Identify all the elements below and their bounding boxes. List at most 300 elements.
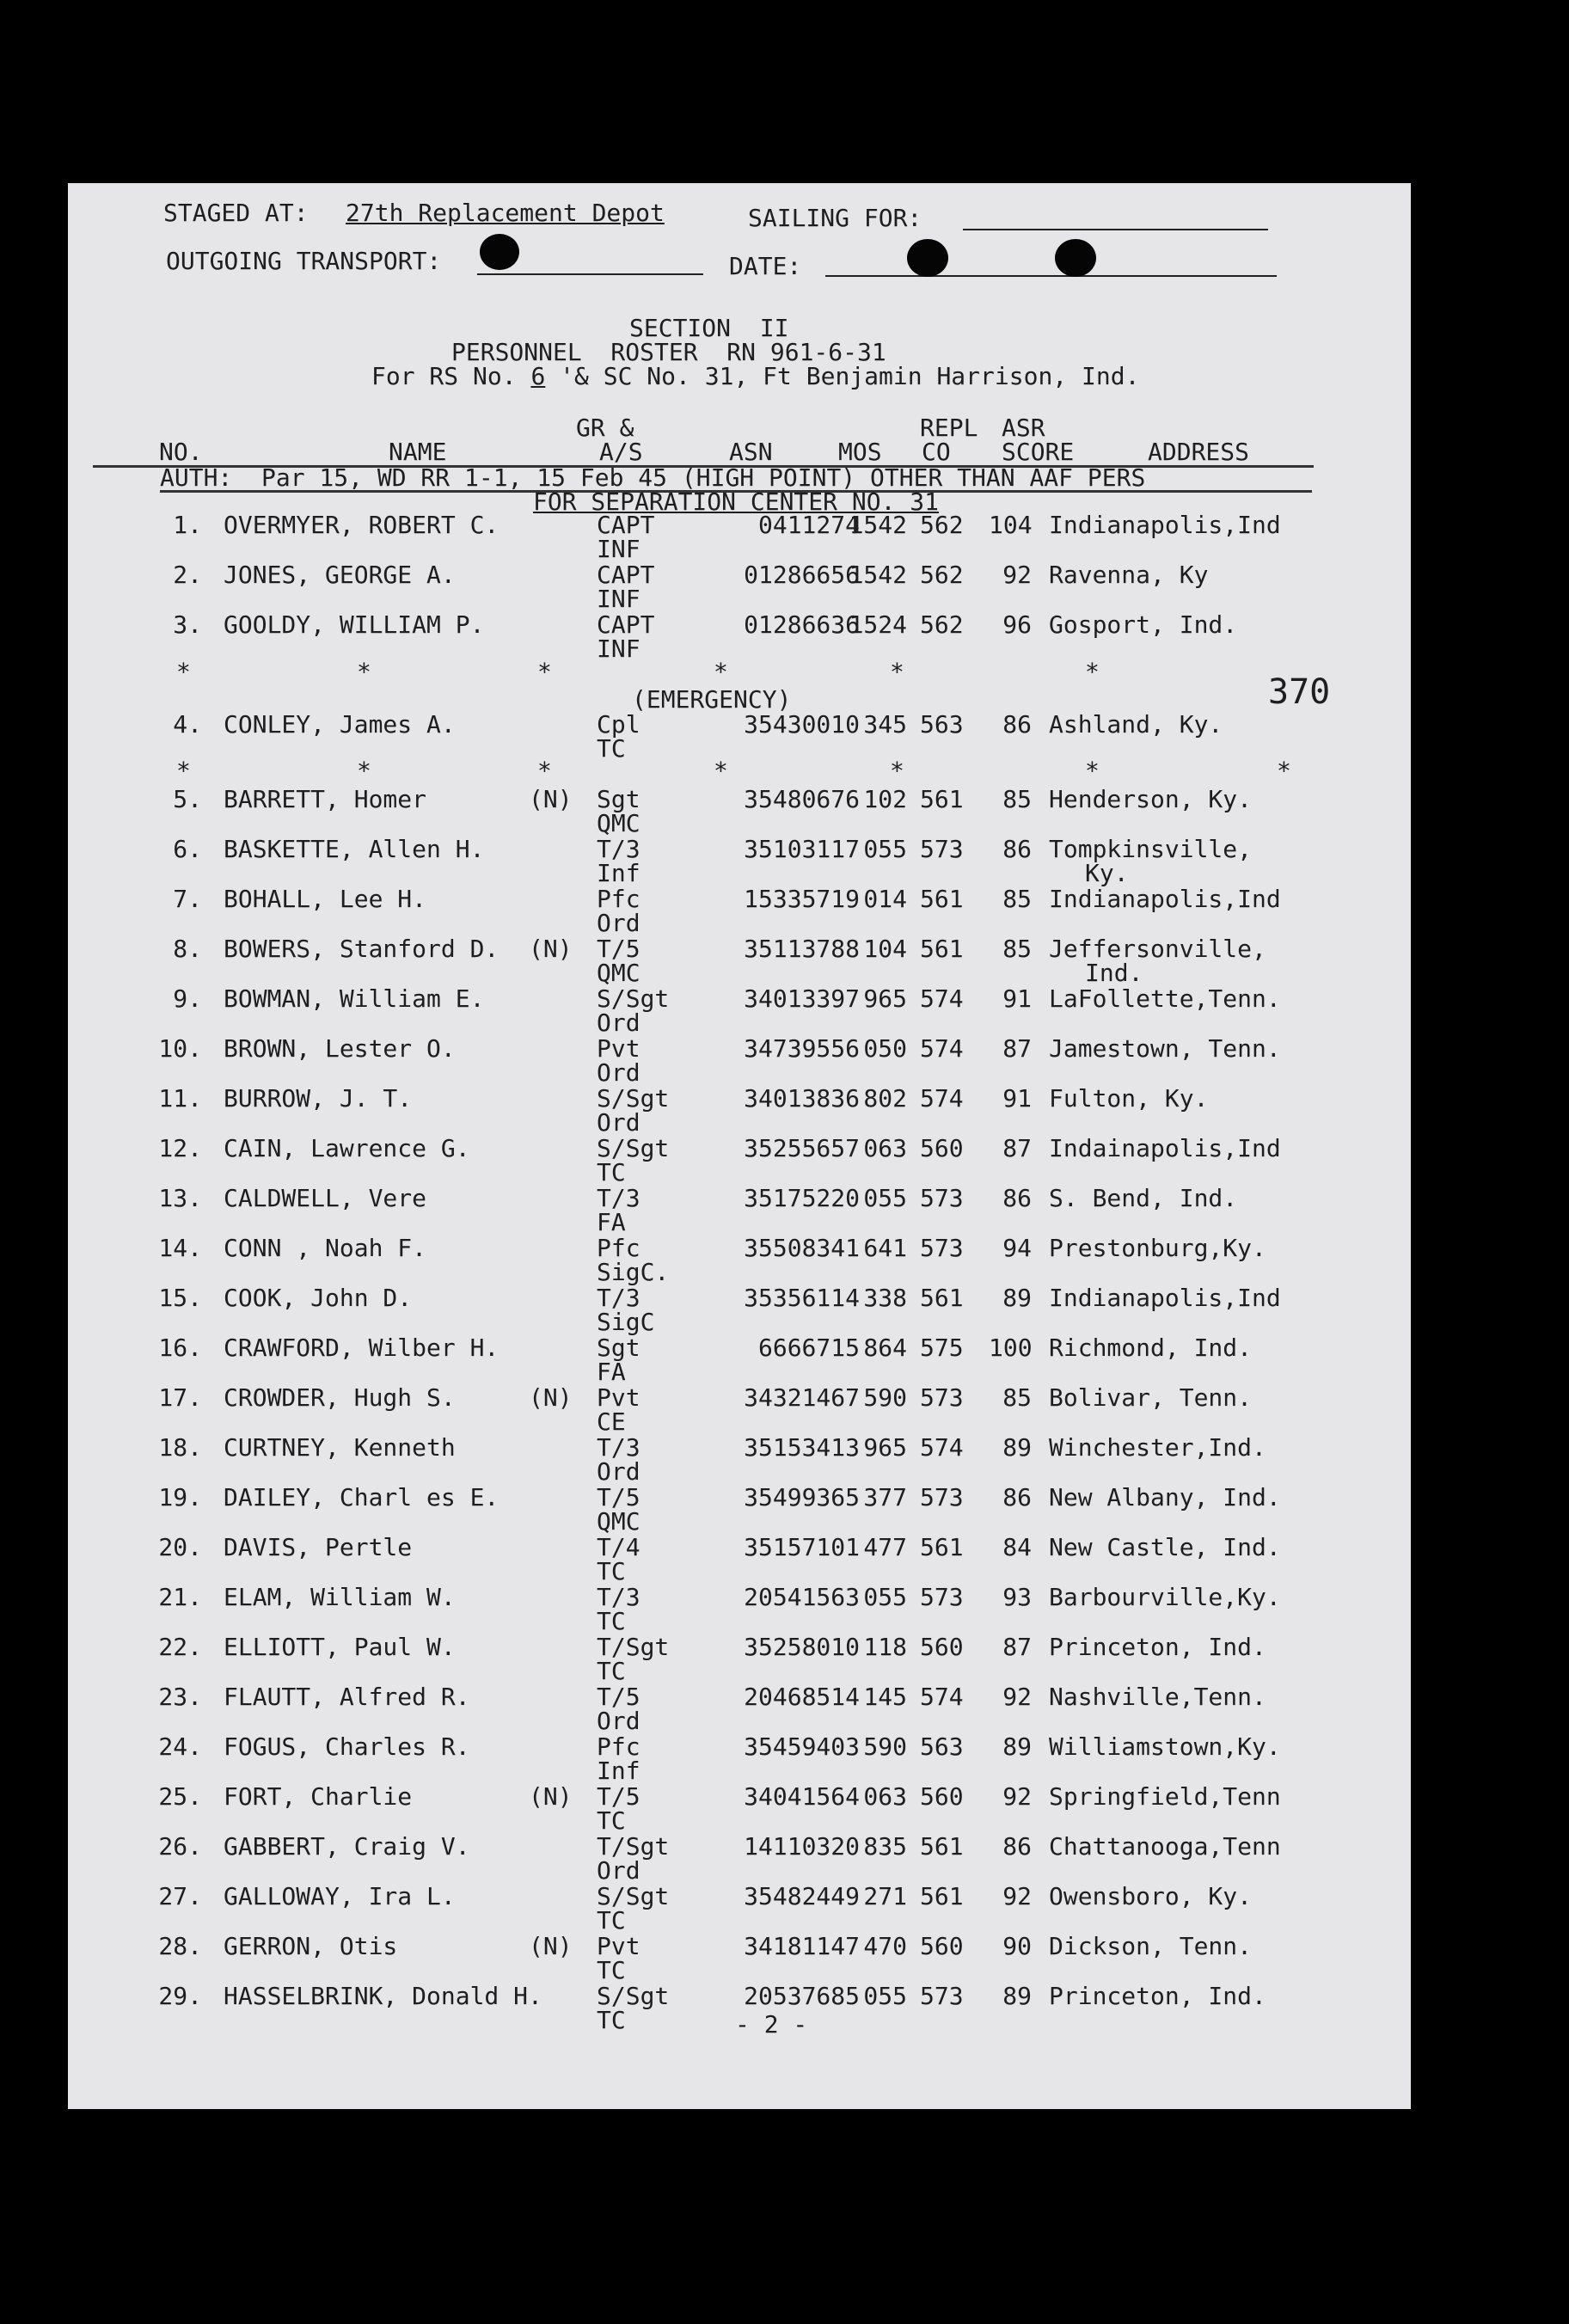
table-row	[0, 787, 1569, 837]
col-repl-top: REPL	[920, 414, 978, 442]
transport-blank	[477, 273, 703, 275]
asr-score: 86	[1002, 1832, 1032, 1861]
repl-co: 573	[920, 1982, 964, 2010]
asr-score: 89	[1002, 1284, 1032, 1312]
person-name: GABBERT, Craig V.	[224, 1832, 470, 1861]
arm-service: Inf	[597, 859, 640, 887]
person-name: BASKETTE, Allen H.	[224, 835, 485, 863]
table-row	[0, 1036, 1569, 1086]
arm-service: Ord	[597, 1707, 640, 1735]
table-row	[0, 1385, 1569, 1435]
grade: T/5	[597, 1683, 640, 1711]
serial-number: 20541563	[744, 1583, 860, 1611]
row-number: 5.	[173, 785, 202, 813]
person-name: CURTNEY, Kenneth	[224, 1433, 456, 1462]
row-number: 24.	[158, 1732, 202, 1761]
mos: 063	[863, 1782, 907, 1811]
arm-service: INF	[597, 585, 640, 613]
table-row	[0, 1086, 1569, 1136]
repl-co: 575	[920, 1334, 964, 1362]
row-number: 29.	[158, 1982, 202, 2010]
table-row	[0, 1485, 1569, 1535]
grade: T/3	[597, 1433, 640, 1462]
arm-service: SigC	[597, 1308, 655, 1336]
person-name: OVERMYER, ROBERT C.	[224, 511, 500, 539]
arm-service: TC	[597, 1557, 626, 1585]
asr-score: 100	[989, 1334, 1033, 1362]
address: Owensboro, Ky.	[1049, 1882, 1253, 1910]
repl-co: 562	[920, 561, 964, 589]
col-asn: ASN	[729, 438, 773, 466]
arm-service: SigC.	[597, 1258, 670, 1286]
arm-service: TC	[597, 1806, 626, 1835]
row-number: 21.	[158, 1583, 202, 1611]
grade: CAPT	[597, 561, 655, 589]
address: Chattanooga,Tenn	[1049, 1832, 1281, 1861]
address-continued: Ky.	[1085, 859, 1129, 887]
table-row	[0, 986, 1569, 1036]
person-name: GALLOWAY, Ira L.	[224, 1882, 456, 1910]
table-row	[0, 512, 1569, 562]
separator-stars: * * * * * * *	[176, 757, 1291, 785]
person-name: CALDWELL, Vere	[224, 1184, 427, 1212]
repl-co: 574	[920, 1683, 964, 1711]
address: Indianapolis,Ind	[1049, 511, 1281, 539]
arm-service: INF	[597, 635, 640, 663]
person-name: HASSELBRINK, Donald H.	[224, 1982, 542, 2010]
table-row	[0, 712, 1569, 762]
address: Gosport, Ind.	[1049, 610, 1238, 639]
arm-service: TC	[597, 1906, 626, 1935]
asr-score: 89	[1002, 1732, 1032, 1761]
table-row	[0, 1186, 1569, 1236]
asr-score: 91	[1002, 984, 1032, 1013]
grade: S/Sgt	[597, 1982, 670, 2010]
punch-hole	[480, 234, 519, 270]
mos: 590	[863, 1383, 907, 1412]
address: Princeton, Ind.	[1049, 1633, 1266, 1661]
mos: 590	[863, 1732, 907, 1761]
punch-hole	[1055, 239, 1096, 277]
mos: 835	[863, 1832, 907, 1861]
asr-score: 90	[1002, 1932, 1032, 1960]
col-repl-bottom: CO	[922, 438, 951, 466]
repl-co: 561	[920, 885, 964, 913]
person-name: DAILEY, Charl es E.	[224, 1483, 500, 1512]
serial-number: 34181147	[744, 1932, 860, 1960]
outgoing-transport-label: OUTGOING TRANSPORT:	[166, 247, 442, 275]
mos: 1542	[849, 511, 907, 539]
col-asr-bottom: SCORE	[1002, 438, 1075, 466]
address: New Castle, Ind.	[1049, 1533, 1281, 1561]
asr-score: 85	[1002, 885, 1032, 913]
repl-co: 561	[920, 935, 964, 963]
table-row	[0, 1634, 1569, 1684]
table-row	[0, 562, 1569, 612]
person-name: GOOLDY, WILLIAM P.	[224, 610, 485, 639]
address: Ravenna, Ky	[1049, 561, 1209, 589]
repl-co: 561	[920, 1832, 964, 1861]
serial-number: 35255657	[744, 1134, 860, 1162]
row-number: 27.	[158, 1882, 202, 1910]
mos: 050	[863, 1034, 907, 1063]
notation: (N)	[529, 1932, 573, 1960]
mos: 102	[863, 785, 907, 813]
serial-number: 15335719	[744, 885, 860, 913]
grade: T/3	[597, 835, 640, 863]
arm-service: TC	[597, 1158, 626, 1187]
asr-score: 85	[1002, 1383, 1032, 1412]
grade: S/Sgt	[597, 984, 670, 1013]
asr-score: 94	[1002, 1234, 1032, 1262]
grade: T/5	[597, 1483, 640, 1512]
arm-service: CE	[597, 1407, 626, 1436]
grade: T/5	[597, 1782, 640, 1811]
row-number: 1.	[173, 511, 202, 539]
repl-co: 561	[920, 1284, 964, 1312]
repl-co: 573	[920, 1184, 964, 1212]
sailing-for-label: SAILING FOR:	[748, 204, 922, 232]
arm-service: Ord	[597, 1856, 640, 1885]
asr-score: 91	[1002, 1084, 1032, 1113]
serial-number: 35480676	[744, 785, 860, 813]
table-row	[0, 1684, 1569, 1734]
mos: 055	[863, 1184, 907, 1212]
asr-score: 87	[1002, 1034, 1032, 1063]
mos: 1542	[849, 561, 907, 589]
serial-number: 6666715	[757, 1334, 860, 1362]
repl-co: 573	[920, 1483, 964, 1512]
grade: T/4	[597, 1533, 640, 1561]
address-continued: Ind.	[1085, 959, 1143, 987]
arm-service: QMC	[597, 959, 640, 987]
person-name: BOHALL, Lee H.	[224, 885, 427, 913]
mos: 338	[863, 1284, 907, 1312]
address: Williamstown,Ky.	[1049, 1732, 1281, 1761]
person-name: CROWDER, Hugh S.	[224, 1383, 456, 1412]
repl-co: 573	[920, 1383, 964, 1412]
grade: T/Sgt	[597, 1633, 670, 1661]
serial-number: 35258010	[744, 1633, 860, 1661]
col-address: ADDRESS	[1148, 438, 1250, 466]
person-name: ELLIOTT, Paul W.	[224, 1633, 456, 1661]
asr-score: 92	[1002, 1782, 1032, 1811]
person-name: BARRETT, Homer	[224, 785, 427, 813]
row-number: 10.	[158, 1034, 202, 1063]
asr-score: 86	[1002, 835, 1032, 863]
grade: T/5	[597, 935, 640, 963]
table-row	[0, 1934, 1569, 1984]
serial-number: 34739556	[744, 1034, 860, 1063]
date-label: DATE:	[729, 252, 802, 280]
repl-co: 563	[920, 710, 964, 739]
asr-score: 86	[1002, 710, 1032, 739]
repl-co: 573	[920, 1583, 964, 1611]
serial-number: 35175220	[744, 1184, 860, 1212]
serial-number: 20468514	[744, 1683, 860, 1711]
staged-at-value: 27th Replacement Depot	[346, 199, 665, 227]
row-number: 11.	[158, 1084, 202, 1113]
arm-service: TC	[597, 1657, 626, 1685]
serial-number: 35356114	[744, 1284, 860, 1312]
row-number: 15.	[158, 1284, 202, 1312]
row-number: 13.	[158, 1184, 202, 1212]
repl-co: 560	[920, 1782, 964, 1811]
notation: (N)	[529, 785, 573, 813]
table-row	[0, 1884, 1569, 1934]
auth-line: AUTH: Par 15, WD RR 1-1, 15 Feb 45 (HIGH POINT) OTHER THAN AAF PERS	[160, 463, 1146, 492]
person-name: BROWN, Lester O.	[224, 1034, 456, 1063]
repl-co: 561	[920, 785, 964, 813]
grade: Cpl	[597, 710, 640, 739]
grade: Pfc	[597, 885, 640, 913]
arm-service: TC	[597, 1607, 626, 1635]
asr-score: 104	[989, 511, 1033, 539]
auth-line-2: FOR SEPARATION CENTER NO. 31	[533, 487, 940, 516]
date-blank	[825, 275, 1277, 277]
col-name: NAME	[389, 438, 447, 466]
table-row	[0, 1285, 1569, 1335]
table-row	[0, 1435, 1569, 1485]
asr-score: 89	[1002, 1433, 1032, 1462]
repl-co: 562	[920, 511, 964, 539]
notation: (N)	[529, 1383, 573, 1412]
table-row	[0, 886, 1569, 936]
repl-co: 574	[920, 1084, 964, 1113]
row-number: 12.	[158, 1134, 202, 1162]
repl-co: 560	[920, 1633, 964, 1661]
arm-service: TC	[597, 2006, 626, 2034]
person-name: FLAUTT, Alfred R.	[224, 1683, 470, 1711]
grade: T/3	[597, 1184, 640, 1212]
mos: 864	[863, 1334, 907, 1362]
address: Henderson, Ky.	[1049, 785, 1253, 813]
mos: 118	[863, 1633, 907, 1661]
address: Indianapolis,Ind	[1049, 1284, 1281, 1312]
row-number: 6.	[173, 835, 202, 863]
mos: 145	[863, 1683, 907, 1711]
row-number: 17.	[158, 1383, 202, 1412]
person-name: DAVIS, Pertle	[224, 1533, 413, 1561]
asr-score: 92	[1002, 561, 1032, 589]
col-no: NO.	[159, 438, 203, 466]
row-number: 25.	[158, 1782, 202, 1811]
arm-service: Ord	[597, 1058, 640, 1087]
table-row	[0, 1585, 1569, 1634]
grade: Pvt	[597, 1034, 640, 1063]
mos: 055	[863, 835, 907, 863]
asr-score: 86	[1002, 1184, 1032, 1212]
grade: S/Sgt	[597, 1134, 670, 1162]
repl-co: 560	[920, 1134, 964, 1162]
address: S. Bend, Ind.	[1049, 1184, 1238, 1212]
roster-title: PERSONNEL ROSTER RN 961-6-31	[451, 338, 886, 366]
repl-co: 563	[920, 1732, 964, 1761]
grade: CAPT	[597, 511, 655, 539]
repl-co: 574	[920, 984, 964, 1013]
sailing-for-blank	[963, 229, 1268, 230]
asr-score: 87	[1002, 1134, 1032, 1162]
table-row	[0, 1535, 1569, 1585]
arm-service: QMC	[597, 809, 640, 837]
person-name: GERRON, Otis	[224, 1932, 398, 1960]
person-name: BOWERS, Stanford D.	[224, 935, 500, 963]
row-number: 8.	[173, 935, 202, 963]
person-name: CAIN, Lawrence G.	[224, 1134, 470, 1162]
grade: T/3	[597, 1583, 640, 1611]
asr-score: 92	[1002, 1683, 1032, 1711]
row-number: 22.	[158, 1633, 202, 1661]
address: Fulton, Ky.	[1049, 1084, 1209, 1113]
mos: 641	[863, 1234, 907, 1262]
mos: 055	[863, 1982, 907, 2010]
address: Princeton, Ind.	[1049, 1982, 1266, 2010]
table-row	[0, 936, 1569, 986]
person-name: CONN , Noah F.	[224, 1234, 427, 1262]
repl-co: 561	[920, 1533, 964, 1561]
arm-service: FA	[597, 1358, 626, 1386]
grade: S/Sgt	[597, 1882, 670, 1910]
grade: Sgt	[597, 785, 640, 813]
punch-hole	[907, 239, 948, 277]
row-number: 28.	[158, 1932, 202, 1960]
address: Barbourville,Ky.	[1049, 1583, 1281, 1611]
row-number: 9.	[173, 984, 202, 1013]
grade: CAPT	[597, 610, 655, 639]
asr-score: 87	[1002, 1633, 1032, 1661]
table-row	[0, 1236, 1569, 1285]
address: Dickson, Tenn.	[1049, 1932, 1253, 1960]
row-number: 16.	[158, 1334, 202, 1362]
arm-service: Ord	[597, 1009, 640, 1037]
address: Jeffersonville,	[1049, 935, 1266, 963]
address: Winchester,Ind.	[1049, 1433, 1266, 1462]
row-number: 3.	[173, 610, 202, 639]
person-name: CRAWFORD, Wilber H.	[224, 1334, 500, 1362]
section-title: SECTION II	[629, 314, 789, 342]
mos: 345	[863, 710, 907, 739]
repl-co: 562	[920, 610, 964, 639]
row-number: 23.	[158, 1683, 202, 1711]
row-number: 14.	[158, 1234, 202, 1262]
staged-at-label: STAGED AT:	[163, 199, 309, 227]
separator-stars: * * * * * *	[176, 658, 1100, 686]
grade: Pvt	[597, 1383, 640, 1412]
person-name: BOWMAN, William E.	[224, 984, 485, 1013]
table-row	[0, 837, 1569, 886]
person-name: JONES, GEORGE A.	[224, 561, 456, 589]
arm-service: Ord	[597, 1457, 640, 1486]
asr-score: 85	[1002, 935, 1032, 963]
person-name: COOK, John D.	[224, 1284, 413, 1312]
table-row	[0, 1335, 1569, 1385]
person-name: BURROW, J. T.	[224, 1084, 413, 1113]
mos: 477	[863, 1533, 907, 1561]
asr-score: 93	[1002, 1583, 1032, 1611]
serial-number: 35113788	[744, 935, 860, 963]
mos: 965	[863, 984, 907, 1013]
arm-service: QMC	[597, 1507, 640, 1536]
serial-number: 35508341	[744, 1234, 860, 1262]
arm-service: Ord	[597, 1108, 640, 1137]
serial-number: 34013397	[744, 984, 860, 1013]
col-asr-top: ASR	[1002, 414, 1045, 442]
repl-co: 561	[920, 1882, 964, 1910]
col-mos: MOS	[838, 438, 882, 466]
grade: T/Sgt	[597, 1832, 670, 1861]
serial-number: 01286656	[744, 561, 860, 589]
address: Springfield,Tenn	[1049, 1782, 1281, 1811]
serial-number: 34013836	[744, 1084, 860, 1113]
grade: Sgt	[597, 1334, 640, 1362]
asr-score: 84	[1002, 1533, 1032, 1561]
roster-subtitle: For RS No. 6 '& SC No. 31, Ft Benjamin Harrison, Ind.	[371, 362, 1140, 390]
row-number: 2.	[173, 561, 202, 589]
emergency-label: (EMERGENCY)	[632, 685, 792, 714]
table-row	[0, 612, 1569, 662]
arm-service: INF	[597, 535, 640, 563]
mos: 055	[863, 1583, 907, 1611]
mos: 063	[863, 1134, 907, 1162]
serial-number: 20537685	[744, 1982, 860, 2010]
address: Indianapolis,Ind	[1049, 885, 1281, 913]
mos: 802	[863, 1084, 907, 1113]
person-name: FOGUS, Charles R.	[224, 1732, 470, 1761]
repl-co: 573	[920, 1234, 964, 1262]
serial-number: 0411274	[757, 511, 860, 539]
address: New Albany, Ind.	[1049, 1483, 1281, 1512]
repl-co: 573	[920, 835, 964, 863]
repl-co: 560	[920, 1932, 964, 1960]
grade: S/Sgt	[597, 1084, 670, 1113]
mos: 104	[863, 935, 907, 963]
row-number: 26.	[158, 1832, 202, 1861]
asr-score: 86	[1002, 1483, 1032, 1512]
table-row	[0, 1136, 1569, 1186]
serial-number: 35103117	[744, 835, 860, 863]
mos: 377	[863, 1483, 907, 1512]
serial-number: 35482449	[744, 1882, 860, 1910]
mos: 965	[863, 1433, 907, 1462]
table-row	[0, 1834, 1569, 1884]
grade: Pvt	[597, 1932, 640, 1960]
serial-number: 35430010	[744, 710, 860, 739]
row-number: 18.	[158, 1433, 202, 1462]
mos: 271	[863, 1882, 907, 1910]
asr-score: 89	[1002, 1982, 1032, 2010]
address: Nashville,Tenn.	[1049, 1683, 1266, 1711]
serial-number: 35459403	[744, 1732, 860, 1761]
serial-number: 34041564	[744, 1782, 860, 1811]
row-number: 7.	[173, 885, 202, 913]
address: Bolivar, Tenn.	[1049, 1383, 1253, 1412]
col-grade-bottom: A/S	[599, 438, 643, 466]
page-number: - 2 -	[735, 2010, 808, 2039]
serial-number: 35157101	[744, 1533, 860, 1561]
grade: Pfc	[597, 1234, 640, 1262]
address: Jamestown, Tenn.	[1049, 1034, 1281, 1063]
row-number: 4.	[173, 710, 202, 739]
serial-number: 34321467	[744, 1383, 860, 1412]
arm-service: TC	[597, 734, 626, 763]
arm-service: Ord	[597, 909, 640, 937]
mos: 1524	[849, 610, 907, 639]
repl-co: 574	[920, 1433, 964, 1462]
grade: T/3	[597, 1284, 640, 1312]
person-name: CONLEY, James A.	[224, 710, 456, 739]
person-name: ELAM, William W.	[224, 1583, 456, 1611]
address: Prestonburg,Ky.	[1049, 1234, 1266, 1262]
